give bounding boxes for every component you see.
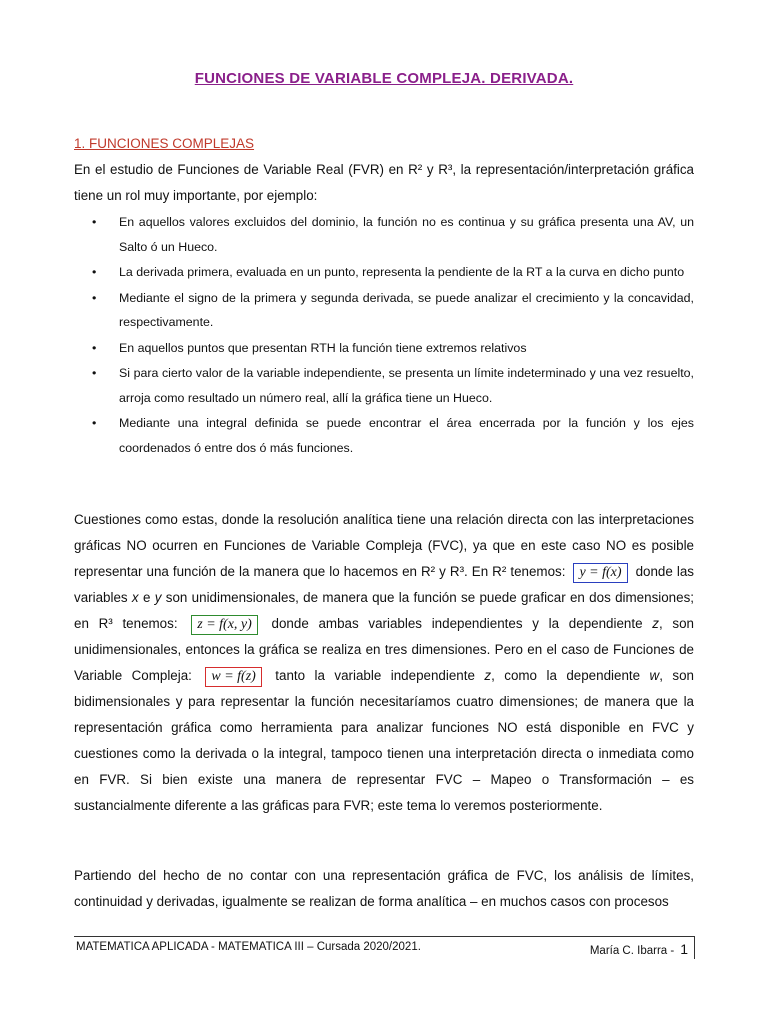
- text-run: , como la dependiente: [491, 668, 641, 683]
- text-run: , son bidimensionales y para representar la función necesitaríamos cuatro dimensiones; de manera que la representación gráfica como herramienta para analizar funciones NO está disponible en FVC y cuestiones como la derivada o la integral, tampoco tienen una interpretación directa o inmediata como en FVR. Si bien existe una manera de representar FVC – Mapeo o Transformación – es sustancialmente diferente a las gráficas para FVR; este tema lo veremos posteriormente.: [74, 668, 694, 813]
- list-item: [92, 336, 694, 361]
- formula-y-fx: y = f(x): [573, 563, 627, 583]
- list-item-text: Mediante una integral definida se puede encontrar el área encerrada por la función y los ejes coordenados ó entre dos ó más funciones.: [119, 416, 694, 455]
- text-run: son unidimensionales, de manera que la función se puede graficar en dos dimensiones; en R³ tenemos:: [74, 590, 694, 631]
- list-item-text: En aquellos puntos que presentan RTH la función tiene extremos relativos: [119, 340, 527, 355]
- formula-w-fz: w = f(z): [205, 667, 261, 687]
- list-item-text: Mediante el signo de la primera y segunda derivada, se puede analizar el crecimiento y la concavidad, respectivamente.: [119, 290, 694, 329]
- bullet-icon: •: [92, 215, 97, 229]
- footer-course: MATEMATICA APLICADA - MATEMATICA III – Cursada 2020/2021.: [76, 941, 421, 953]
- page-number: 1: [680, 941, 688, 957]
- partiendo-paragraph: Partiendo del hecho de no contar con una representación gráfica de FVC, los análisis de límites, continuidad y derivadas, igualmente se realizan de forma analítica – en muchos casos con procesos: [74, 868, 694, 909]
- page-footer: [74, 936, 695, 959]
- section-heading: 1. FUNCIONES COMPLEJAS: [74, 136, 255, 151]
- variable-z: z: [484, 668, 492, 683]
- list-item: [92, 411, 694, 460]
- footer-author: María C. Ibarra -: [589, 945, 675, 957]
- variable-y: y: [154, 590, 162, 605]
- bullet-icon: •: [92, 340, 97, 355]
- text-run: tanto la variable independiente: [275, 668, 475, 683]
- bullet-list: [92, 210, 694, 461]
- bullet-icon: •: [92, 290, 97, 305]
- list-item: [92, 286, 694, 335]
- list-item-text: En aquellos valores excluidos del dominio, la función no es continua y su gráfica presenta una AV, un Salto ó un Hueco.: [119, 215, 694, 254]
- text-run: donde ambas variables independientes y la dependiente: [271, 616, 643, 631]
- footer-author-page: [590, 941, 688, 957]
- list-item: [92, 361, 694, 410]
- text-run: , son unidimensionales, entonces la gráfica se realiza en tres dimensiones. Pero en el caso de Funciones de Variable Compleja:: [74, 616, 694, 683]
- text-run: donde las variables: [74, 564, 694, 605]
- list-item-text: La derivada primera, evaluada en un punto, representa la pendiente de la RT a la curva en dicho punto: [119, 265, 685, 279]
- formula-z-fxy: z = f(x, y): [191, 615, 258, 635]
- list-item: [92, 260, 694, 285]
- variable-w: w: [649, 668, 660, 683]
- bullet-icon: •: [92, 416, 97, 430]
- list-item: [92, 210, 694, 259]
- text-run: Cuestiones como estas, donde la resolución analítica tiene una relación directa con las interpretaciones gráficas NO ocurren en Funciones de Variable Compleja (FVC), ya que en este caso NO es posible representar una función de la manera que lo hacemos en R² y R³. En R² tenemos:: [74, 512, 694, 579]
- cuestiones-paragraph: [74, 507, 694, 819]
- intro-paragraph: En el estudio de Funciones de Variable Real (FVR) en R² y R³, la representación/interpretación gráfica tiene un rol muy importante, por ejemplo:: [74, 162, 694, 203]
- text-run: e: [142, 590, 151, 605]
- document-title: FUNCIONES DE VARIABLE COMPLEJA. DERIVADA.: [194, 70, 574, 87]
- variable-z: z: [652, 616, 659, 631]
- bullet-icon: •: [92, 265, 97, 279]
- list-item-text: Si para cierto valor de la variable independiente, se presenta un límite indeterminado y una vez resuelto, arroja como resultado un número real, allí la gráfica tiene un Hueco.: [119, 366, 694, 405]
- bullet-icon: •: [92, 366, 97, 380]
- variable-x: x: [131, 590, 139, 605]
